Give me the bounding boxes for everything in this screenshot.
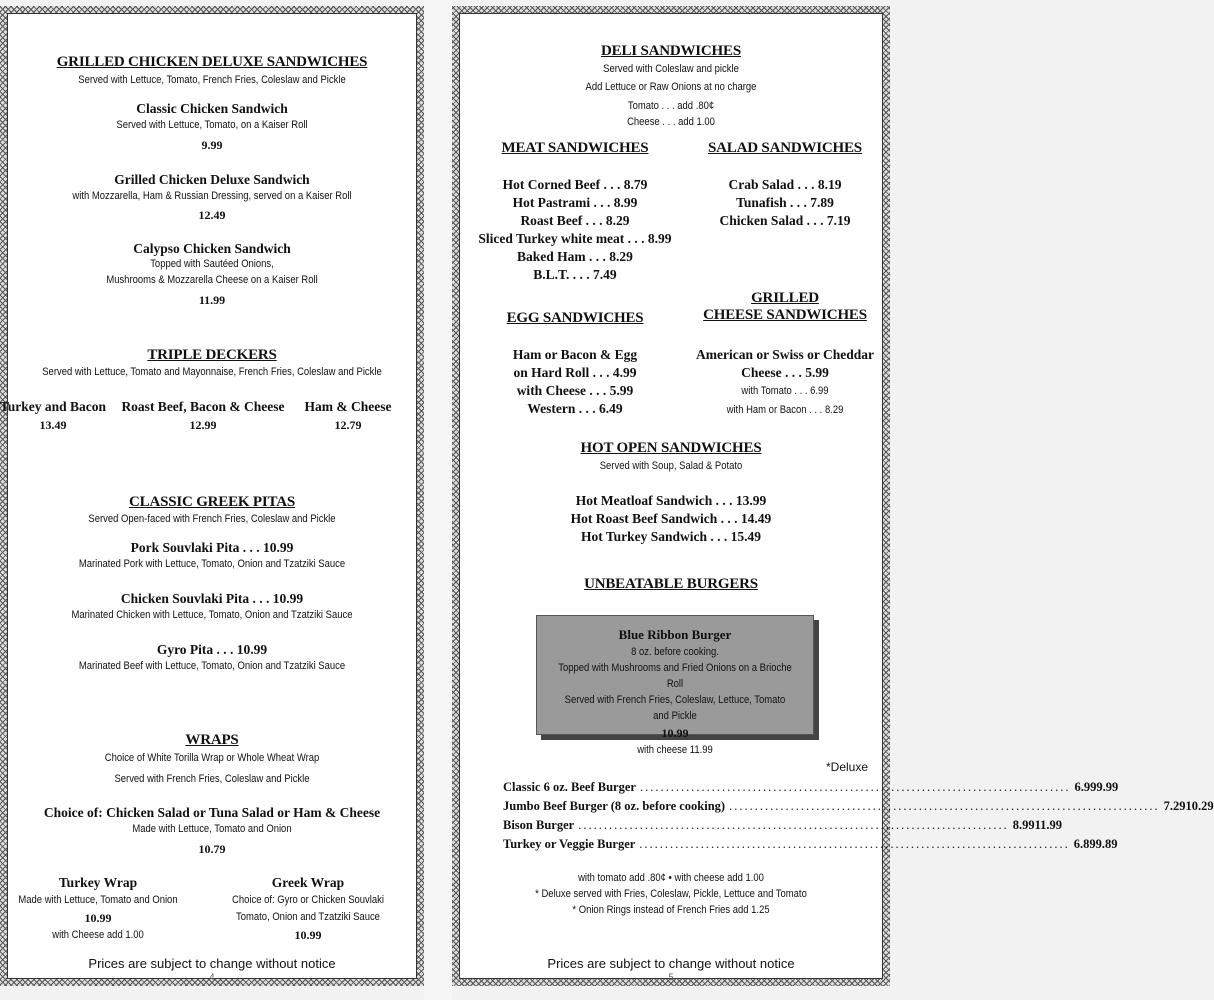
egg-sandwiches-list — [460, 346, 690, 418]
right-menu-page — [452, 6, 1214, 986]
page-number: 5 — [668, 972, 674, 982]
burger-note: * Onion Rings instead of French Fries add 1.25 — [572, 904, 770, 916]
menu-item-desc: Marinated Beef with Lettuce, Tomato, Onion and Tzatziki Sauce — [78, 660, 346, 672]
menu-item: American or Swiss or Cheddar — [696, 347, 874, 362]
featured-burger-line: Served with French Fries, Coleslaw, Lettuce, Tomato and Pickle — [564, 694, 786, 722]
menu-item-desc: Served with Lettuce, Tomato, on a Kaiser Roll — [116, 119, 308, 131]
greek-pitas-heading: CLASSIC GREEK PITAS — [129, 494, 295, 510]
grilled-chicken-subtitle: Served with Lettuce, Tomato, French Fries, Coleslaw and Pickle — [78, 74, 346, 86]
featured-burger-cheese: with cheese 11.99 — [637, 744, 713, 756]
page-number: 4 — [209, 972, 215, 982]
burger-note: * Deluxe served with Fries, Coleslaw, Pickle, Lettuce and Tomato — [535, 888, 807, 900]
menu-item: on Hard Roll . . . 4.99 — [513, 365, 637, 380]
burgers-heading: UNBEATABLE BURGERS — [584, 576, 758, 592]
deli-line: Add Lettuce or Raw Onions at no charge — [585, 81, 757, 93]
grilled-cheese-heading — [690, 290, 880, 324]
triple-decker-item — [118, 398, 288, 434]
menu-item: Hot Corned Beef . . . 8.79 — [502, 177, 648, 192]
wraps-heading: WRAPS — [185, 732, 239, 748]
menu-item-desc: Made with Lettuce, Tomato and Onion — [132, 823, 292, 835]
meat-sandwiches-heading: MEAT SANDWICHES — [501, 140, 649, 156]
menu-item: Crab Salad . . . 8.19 — [728, 177, 842, 192]
featured-burger-line: Topped with Mushrooms and Fried Onions on a Brioche Roll — [558, 662, 792, 690]
burger-row — [503, 780, 1119, 799]
hot-open-heading: HOT OPEN SANDWICHES — [580, 440, 762, 456]
price-notice: Prices are subject to change without notice — [88, 956, 336, 971]
greek-wrap-item — [208, 874, 408, 944]
menu-item-desc: Marinated Chicken with Lettuce, Tomato, Onion and Tzatziki Sauce — [71, 609, 353, 621]
menu-item-desc: Choice of: Gyro or Chicken Souvlaki — [232, 894, 384, 906]
menu-item-price: 12.99 — [189, 418, 217, 432]
menu-item: Chicken Salad . . . 7.19 — [719, 213, 851, 228]
menu-item-price: 11.99 — [198, 293, 226, 307]
menu-item-extra: with Cheese add 1.00 — [52, 929, 144, 941]
price-notice: Prices are subject to change without notice — [547, 956, 795, 971]
leader-dots: .................................................................................... — [729, 799, 1160, 813]
menu-item-desc: Made with Lettuce, Tomato and Onion — [18, 894, 178, 906]
burger-price: 8.99 — [1012, 818, 1035, 832]
triple-deckers-heading: TRIPLE DECKERS — [147, 347, 277, 363]
menu-item: Tunafish . . . 7.89 — [736, 195, 834, 210]
grilled-chicken-heading: GRILLED CHICKEN DELUXE SANDWICHES — [56, 54, 368, 70]
wraps-subtitle: Choice of White Torilla Wrap or Whole Wheat Wrap — [104, 752, 320, 764]
menu-item-name: Greek Wrap — [271, 875, 345, 890]
menu-item-price: 10.99 — [84, 911, 112, 925]
deluxe-column-label: *Deluxe — [826, 760, 869, 774]
burger-row — [503, 818, 1062, 837]
menu-item: B.L.T. . . . 7.49 — [533, 267, 617, 282]
menu-item-price: 10.79 — [198, 842, 226, 856]
hot-open-subtitle: Served with Soup, Salad & Potato — [599, 460, 743, 472]
greek-pitas-subtitle: Served Open-faced with French Fries, Coleslaw and Pickle — [88, 513, 336, 525]
menu-item-name: Chicken Souvlaki Pita . . . 10.99 — [120, 591, 304, 606]
turkey-wrap-item — [0, 874, 198, 944]
menu-item-price: 12.49 — [198, 208, 226, 222]
deli-line: Cheese . . . add 1.00 — [627, 116, 715, 128]
menu-item: Sliced Turkey white meat . . . 8.99 — [478, 231, 672, 246]
wraps-subtitle: Served with French Fries, Coleslaw and Pickle — [114, 773, 310, 785]
burger-name: Classic 6 oz. Beef Burger — [503, 780, 636, 794]
menu-item-price: 10.99 — [294, 928, 322, 942]
grilled-cheese-heading-line: GRILLED — [751, 290, 819, 306]
menu-item-desc: Topped with Sautéed Onions, — [150, 258, 274, 270]
leader-dots: .................................................................................... — [639, 780, 1071, 794]
menu-item: Hot Meatloaf Sandwich . . . 13.99 — [575, 493, 767, 508]
menu-item-name: Choice of: Chicken Salad or Tuna Salad or Ham & Cheese — [43, 805, 381, 820]
menu-item: Ham or Bacon & Egg — [512, 347, 638, 362]
menu-item-name: Calypso Chicken Sandwich — [133, 241, 291, 256]
grilled-cheese-heading-line: CHEESE SANDWICHES — [703, 307, 867, 323]
featured-burger-price: 10.99 — [661, 726, 689, 740]
menu-item-price: 13.49 — [39, 418, 67, 432]
triple-decker-item — [0, 398, 108, 434]
left-page-content — [0, 13, 417, 982]
menu-item: Hot Roast Beef Sandwich . . . 14.49 — [570, 511, 772, 526]
burger-name: Bison Burger — [503, 818, 575, 832]
triple-decker-item — [298, 398, 398, 434]
menu-item-extra: with Ham or Bacon . . . 8.29 — [726, 404, 844, 416]
menu-item-desc: Tomato, Onion and Tzatziki Sauce — [236, 911, 380, 923]
burger-row — [503, 837, 1118, 856]
burger-price: 7.29 — [1163, 799, 1186, 813]
menu-item-desc: with Mozzarella, Ham & Russian Dressing, served on a Kaiser Roll — [72, 190, 352, 202]
hot-open-list — [460, 492, 882, 546]
deli-heading: DELI SANDWICHES — [601, 43, 741, 59]
menu-item-name: Pork Souvlaki Pita . . . 10.99 — [130, 540, 294, 555]
menu-item-name: Turkey and Bacon — [0, 399, 107, 414]
burger-deluxe-price: 9.99 — [1096, 780, 1119, 794]
menu-item-name: Turkey Wrap — [58, 875, 138, 890]
leader-dots: .................................................................................... — [578, 818, 1009, 832]
salad-sandwiches-list — [690, 176, 880, 230]
burger-deluxe-price: 10.29 — [1185, 799, 1214, 813]
menu-item-desc: Marinated Pork with Lettuce, Tomato, Onion and Tzatziki Sauce — [78, 558, 346, 570]
menu-item: Baked Ham . . . 8.29 — [517, 249, 633, 264]
menu-item-desc: Mushrooms & Mozzarella Cheese on a Kaiser Roll — [106, 274, 318, 286]
menu-item-name: Grilled Chicken Deluxe Sandwich — [114, 172, 310, 187]
menu-item-name: Roast Beef, Bacon & Cheese — [121, 399, 285, 414]
burger-deluxe-price: 11.99 — [1034, 818, 1062, 832]
menu-item: with Cheese . . . 5.99 — [516, 383, 634, 398]
meat-sandwiches-list — [460, 176, 690, 284]
burger-name: Jumbo Beef Burger (8 oz. before cooking) — [503, 799, 726, 813]
burger-deluxe-price: 9.89 — [1095, 837, 1118, 851]
menu-item-name: Gyro Pita . . . 10.99 — [156, 642, 268, 657]
grilled-cheese-list — [690, 346, 880, 420]
deli-line: Tomato . . . add .80¢ — [627, 100, 715, 112]
leader-dots: .................................................................................... — [639, 837, 1070, 851]
salad-sandwiches-heading: SALAD SANDWICHES — [708, 140, 862, 156]
deli-line: Served with Coleslaw and pickle — [603, 63, 739, 75]
menu-item-extra: with Tomato . . . 6.99 — [741, 385, 829, 397]
page-gutter — [424, 0, 452, 1000]
burger-row — [503, 799, 1214, 818]
menu-item: Hot Pastrami . . . 8.99 — [512, 195, 638, 210]
menu-item-price: 12.79 — [334, 418, 362, 432]
menu-item: Cheese . . . 5.99 — [741, 365, 829, 380]
burger-name: Turkey or Veggie Burger — [503, 837, 636, 851]
right-page-content — [459, 13, 1214, 982]
egg-sandwiches-heading: EGG SANDWICHES — [506, 310, 644, 326]
menu-item: Western . . . 6.49 — [527, 401, 623, 416]
featured-burger-name: Blue Ribbon Burger — [618, 627, 732, 642]
featured-burger-line: 8 oz. before cooking. — [631, 646, 719, 658]
burger-price: 6.89 — [1073, 837, 1096, 851]
menu-item-name: Classic Chicken Sandwich — [136, 101, 288, 116]
burger-note: with tomato add .80¢ • with cheese add 1.00 — [578, 872, 764, 884]
burger-price: 6.99 — [1074, 780, 1097, 794]
featured-burger-box — [536, 615, 814, 756]
triple-deckers-subtitle: Served with Lettuce, Tomato and Mayonnaise, French Fries, Coleslaw and Pickle — [42, 366, 382, 378]
menu-item-name: Ham & Cheese — [304, 399, 392, 414]
menu-item: Roast Beef . . . 8.29 — [520, 213, 630, 228]
menu-item: Hot Turkey Sandwich . . . 15.49 — [580, 529, 762, 544]
menu-item-price: 9.99 — [201, 138, 223, 152]
left-menu-page — [0, 6, 424, 986]
